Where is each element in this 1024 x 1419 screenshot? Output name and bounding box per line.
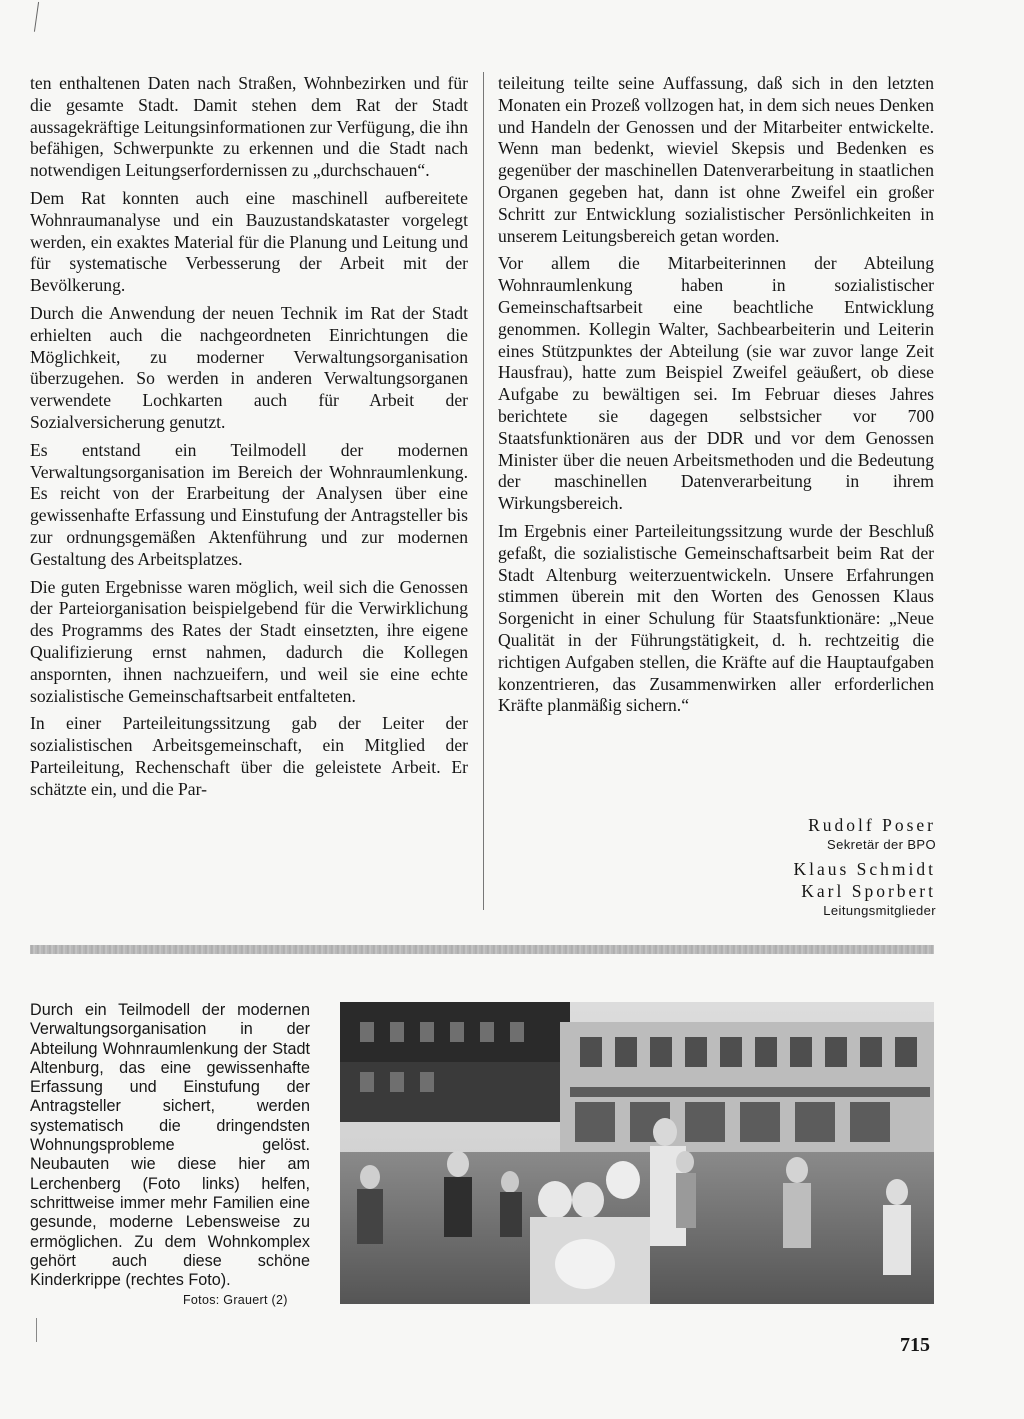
signature-block: [793, 814, 936, 924]
nursery-photo-image: [340, 1002, 934, 1304]
signature-name: Klaus Schmidt: [793, 859, 936, 879]
paragraph: ten enthaltenen Daten nach Straßen, Wohnbezirken und für die gesamte Stadt. Damit stehen dem Rat der Stadt aussagekräftige Leitungsinformationen zur Verfügung, die ihn befähigen, Schwerpunkte zu erkennen und die Stadt nach notwendigen Leitungserfordernissen zu „durchschauen“.: [30, 73, 468, 181]
paragraph: Durch die Anwendung der neuen Technik im Rat der Stadt erhielten auch die nachgeordneten Einrichtungen die Möglichkeit, zu moderner Verwaltungsorganisation überzugehen. So werden in anderen Verwaltungsorganen verwendete Lochkarten auch für Arbeit der Sozialversicherung genutzt.: [30, 302, 468, 432]
paragraph: Vor allem die Mitarbeiterinnen der Abteilung Wohnraumlenkung haben in sozialistischer Gemeinschaftsarbeit eine beachtliche Entwicklung genommen. Kollegin Walter, Sachbearbeiterin und Leiterin eines Stützpunktes der Abteilung (sie war zuvor lange Zeit Hausfrau), hatte zum Beispiel Zweifel geäußert, ob diese Aufgabe zu bewältigen sei. Im Februar dieses Jahres berichtete sie dagegen selbstsicher vor 700 Staatsfunktionären aus der DDR und vor dem Genossen Minister über die neuen Arbeitsmethoden und die Bedeutung der maschinellen Datenverarbeitung in ihrem Wirkungsbereich.: [498, 253, 934, 514]
signature-name: Karl Sporbert: [801, 881, 936, 901]
photo-caption: Durch ein Teilmodell der modernen Verwaltungsorganisation in der Abteilung Wohnraumlenkung der Stadt Altenburg, das eine gewissenhafte Erfassung und Einstufung der Antragsteller sichert, werden systematisch die dringendsten Wohnungsprobleme gelöst. Neubauten wie diese hier am Lerchenberg (Foto links) helfen, schrittweise immer mehr Familien eine gesunde, moderne Lebensweise zu ermöglichen. Zu dem Wohnkomplex gehört auch diese schöne Kinderkrippe (rechtes Foto).: [30, 1001, 310, 1290]
paragraph: In einer Parteileitungssitzung gab der Leiter der sozialistischen Arbeitsgemeinschaft, ein Mitglied der Parteileitung, Rechenschaft über die geleistete Arbeit. Er schätzte ein, und die Par-: [30, 713, 468, 799]
column-divider: [483, 72, 484, 910]
article-left-column: [30, 73, 468, 807]
paragraph: Es entstand ein Teilmodell der modernen Verwaltungsorganisation im Bereich der Wohnraumlenkung. Es reicht von der Erarbeitung der Analysen über eine gewissenhafte Erfassung und Einstufung der Antragsteller bis zur ordnungsgemäßen Aktenführung und zur modernen Gestaltung des Arbeitsplatzes.: [30, 439, 468, 569]
paragraph: Im Ergebnis einer Parteileitungssitzung wurde der Beschluß gefaßt, die sozialistische Gemeinschaftsarbeit beim Rat der Stadt Altenburg weiterzuentwickeln. Unsere Erfahrungen stimmen überein mit den Worten des Genossen Klaus Sorgenicht in einer Schulung für Staatsfunktionäre: „Neue Qualität in der Führungstätigkeit, d. h. rechtzeitig die richtigen Aufgaben stellen, die Kräfte auf die Hauptaufgaben konzentrieren, das Zusammenwirken aller erforderlichen Kräfte planmäßig sichern.“: [498, 520, 934, 716]
signature-name: Rudolf Poser: [808, 815, 936, 835]
scan-mark: [36, 1318, 37, 1342]
paragraph: teileitung teilte seine Auffassung, daß sich in den letzten Monaten ein Prozeß vollzogen hat, in dem sich neues Denken und Handeln der Genossen und der Mitarbeiter entwickelte. Wenn man bedenkt, wieviel Skepsis und Bedenken es gegenüber der maschinellen Datenverarbeitung in staatlichen Organen gegeben hat, dann ist ohne Zweifel ein großer Schritt zur Entwicklung sozialistischer Persönlichkeiten in unserem Leitungsbereich getan worden.: [498, 73, 934, 246]
paragraph: Die guten Ergebnisse waren möglich, weil sich die Genossen der Parteiorganisation beispielgebend für die Verwirklichung des Programms des Rates der Stadt einsetzten, ihre eigene Qualifizierung ernst nahmen, dadurch die Kollegen anspornten, ihnen nachzueifern, und weil sie eine echte sozialistische Gemeinschaftsarbeit entfalteten.: [30, 576, 468, 706]
photo-credit: Fotos: Grauert (2): [183, 1293, 288, 1307]
page-number: 715: [900, 1334, 930, 1356]
article-right-column: [498, 73, 934, 723]
scan-mark: [34, 2, 41, 32]
paragraph: Dem Rat konnten auch eine maschinell aufbereitete Wohnraumanalyse und ein Bauzustandskataster vorgelegt werden, ein exaktes Material für die Planung und Leitung und für systematische Verbesserung der Arbeit mit der Bevölkerung.: [30, 187, 468, 296]
section-rule: [30, 945, 934, 954]
signature-role: Sekretär der BPO: [827, 837, 936, 852]
signature-role: Leitungsmitglieder: [823, 903, 936, 918]
nursery-photo: [340, 1002, 934, 1304]
